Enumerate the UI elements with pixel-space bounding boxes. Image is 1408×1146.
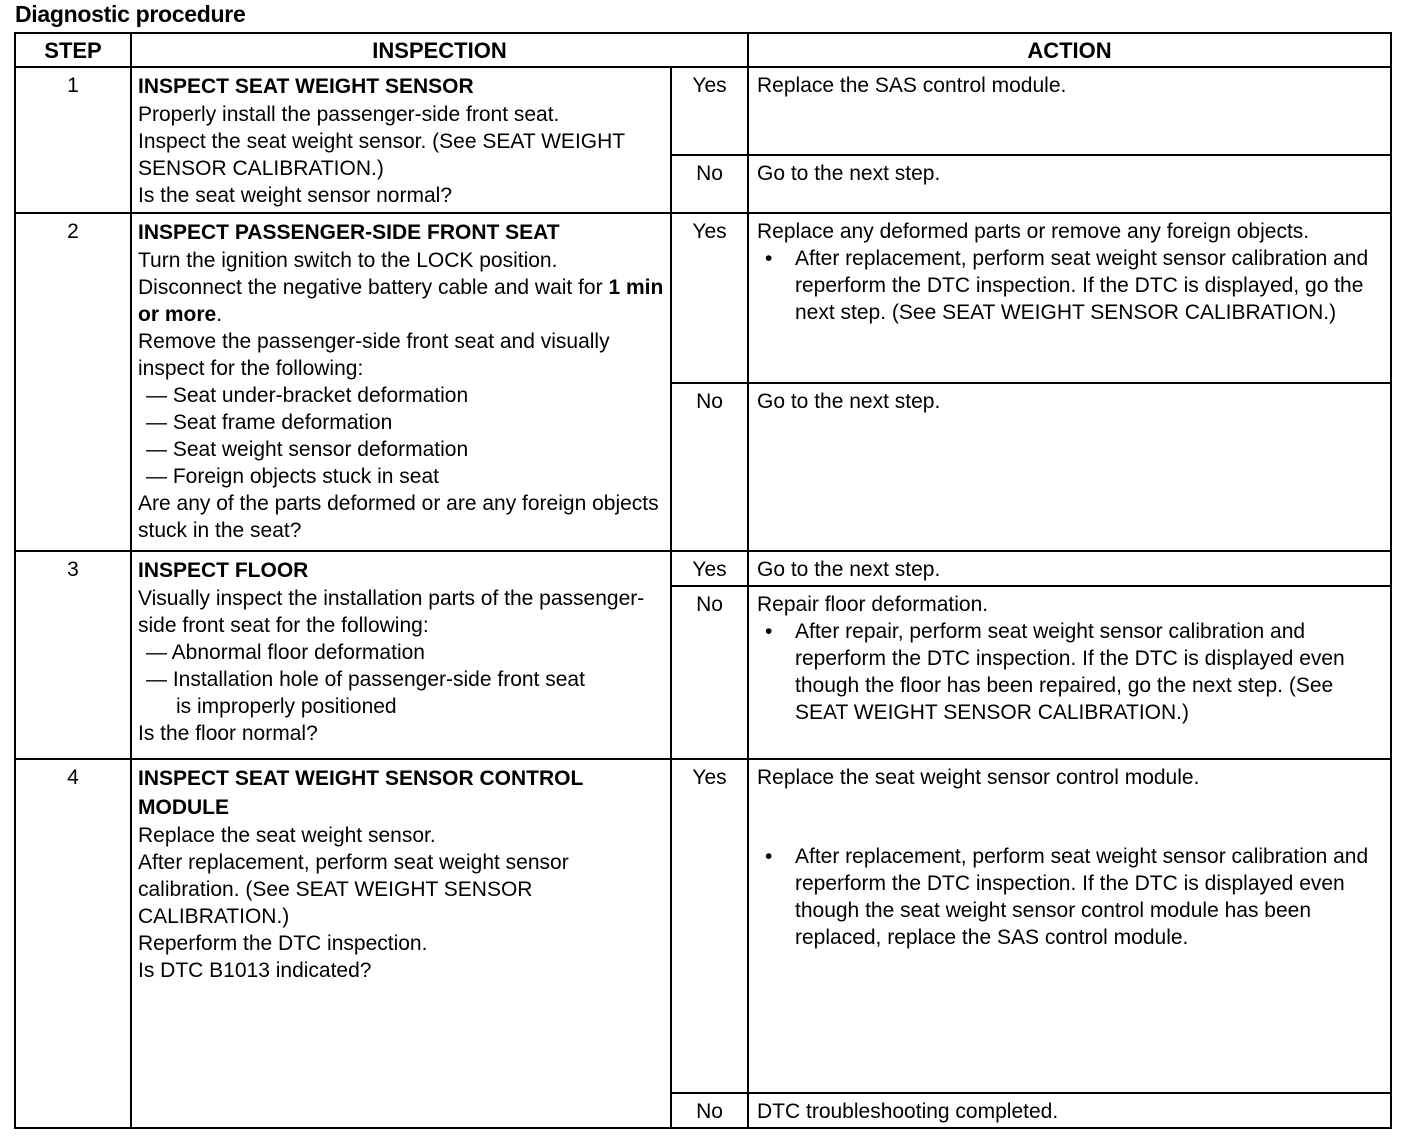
yes-action <box>748 759 1391 1093</box>
bullet-icon: • <box>765 247 773 270</box>
action-text: Replace the seat weight sensor control module. <box>757 766 1200 789</box>
inspection-text: Properly install the passenger-side front seat. <box>138 103 560 126</box>
step-3-inspection <box>131 551 671 759</box>
step-header: STEP <box>15 33 131 67</box>
bullet-text: After repair, perform seat weight sensor calibration and reperform the DTC inspection. If the DTC is displayed even though the floor has been repaired, go the next step. (See SEAT WEIGHT SENSOR CALIBRATION.) <box>795 620 1345 724</box>
dash-item-continuation: is improperly positioned <box>176 695 397 718</box>
inspection-title: INSPECT SEAT WEIGHT SENSOR CONTROL MODULE <box>138 767 583 819</box>
action-text: Replace any deformed parts or remove any foreign objects. <box>757 220 1310 243</box>
action-header: ACTION <box>748 33 1391 67</box>
bullet-icon: • <box>765 620 773 643</box>
bullet-icon: • <box>765 845 773 868</box>
inspection-text: Visually inspect the installation parts of the passenger-side front seat for the following: <box>138 587 645 637</box>
no-label: No <box>671 1093 748 1128</box>
step-number: 2 <box>15 213 131 551</box>
dash-item: — Installation hole of passenger-side front seat <box>146 668 585 691</box>
inspection-text-part: . <box>216 303 223 326</box>
wait-time-emphasis: 1 min or more <box>138 276 664 326</box>
action-bullet <box>757 618 1382 726</box>
step-1-inspection <box>131 67 671 213</box>
dash-item: — Foreign objects stuck in seat <box>146 465 439 488</box>
step-3-yes-row <box>15 551 1391 586</box>
no-action <box>748 586 1391 759</box>
no-action: DTC troubleshooting completed. <box>748 1093 1391 1128</box>
no-action: Go to the next step. <box>748 155 1391 213</box>
step-number: 4 <box>15 759 131 1128</box>
inspection-question: Is the seat weight sensor normal? <box>138 184 452 207</box>
inspection-title: INSPECT PASSENGER-SIDE FRONT SEAT <box>138 221 560 244</box>
step-number: 3 <box>15 551 131 759</box>
yes-action <box>748 213 1391 383</box>
diagnostic-procedure-table <box>14 32 1392 1129</box>
action-text: Repair floor deformation. <box>757 593 989 616</box>
action-bullet <box>757 843 1382 951</box>
inspection-text <box>138 274 664 328</box>
yes-label: Yes <box>671 67 748 155</box>
inspection-text: Reperform the DTC inspection. <box>138 932 428 955</box>
spacer <box>757 791 1382 843</box>
no-label: No <box>671 383 748 551</box>
inspection-text: Replace the seat weight sensor. <box>138 824 436 847</box>
step-2-inspection <box>131 213 671 551</box>
header-row <box>15 33 1391 67</box>
yes-label: Yes <box>671 759 748 1093</box>
inspection-text: Turn the ignition switch to the LOCK position. <box>138 249 558 272</box>
yes-action: Replace the SAS control module. <box>748 67 1391 155</box>
step-4-yes-row <box>15 759 1391 1093</box>
action-bullet <box>757 245 1382 326</box>
dash-item: — Abnormal floor deformation <box>146 641 425 664</box>
inspection-question: Is the floor normal? <box>138 722 318 745</box>
step-number: 1 <box>15 67 131 213</box>
inspection-text: After replacement, perform seat weight sensor calibration. (See SEAT WEIGHT SENSOR CALIBRATION.) <box>138 851 569 928</box>
dash-item: — Seat weight sensor deformation <box>146 438 469 461</box>
inspection-question: Is DTC B1013 indicated? <box>138 959 372 982</box>
no-action: Go to the next step. <box>748 383 1391 551</box>
inspection-text: Inspect the seat weight sensor. (See SEAT WEIGHT SENSOR CALIBRATION.) <box>138 130 625 180</box>
yes-label: Yes <box>671 551 748 586</box>
step-1-yes-row <box>15 67 1391 155</box>
inspection-title: INSPECT FLOOR <box>138 559 309 582</box>
no-label: No <box>671 586 748 759</box>
inspection-question: Are any of the parts deformed or are any foreign objects stuck in the seat? <box>138 492 659 542</box>
inspection-title: INSPECT SEAT WEIGHT SENSOR <box>138 75 474 98</box>
inspection-header: INSPECTION <box>131 33 748 67</box>
dash-item: — Seat frame deformation <box>146 411 393 434</box>
yes-action: Go to the next step. <box>748 551 1391 586</box>
yes-label: Yes <box>671 213 748 383</box>
inspection-text: Remove the passenger-side front seat and visually inspect for the following: <box>138 330 610 380</box>
no-label: No <box>671 155 748 213</box>
inspection-text-part: Disconnect the negative battery cable and wait for <box>138 276 609 299</box>
step-2-yes-row <box>15 213 1391 383</box>
bullet-text: After replacement, perform seat weight sensor calibration and reperform the DTC inspection. If the DTC is displayed, go the next step. (See SEAT WEIGHT SENSOR CALIBRATION.) <box>795 247 1369 324</box>
dash-item: — Seat under-bracket deformation <box>146 384 469 407</box>
step-4-inspection <box>131 759 671 1128</box>
page-title: Diagnostic procedure <box>15 1 246 27</box>
bullet-text: After replacement, perform seat weight sensor calibration and reperform the DTC inspection. If the DTC is displayed even though the seat weight sensor control module has been replaced, replace the SAS control module. <box>795 845 1369 949</box>
